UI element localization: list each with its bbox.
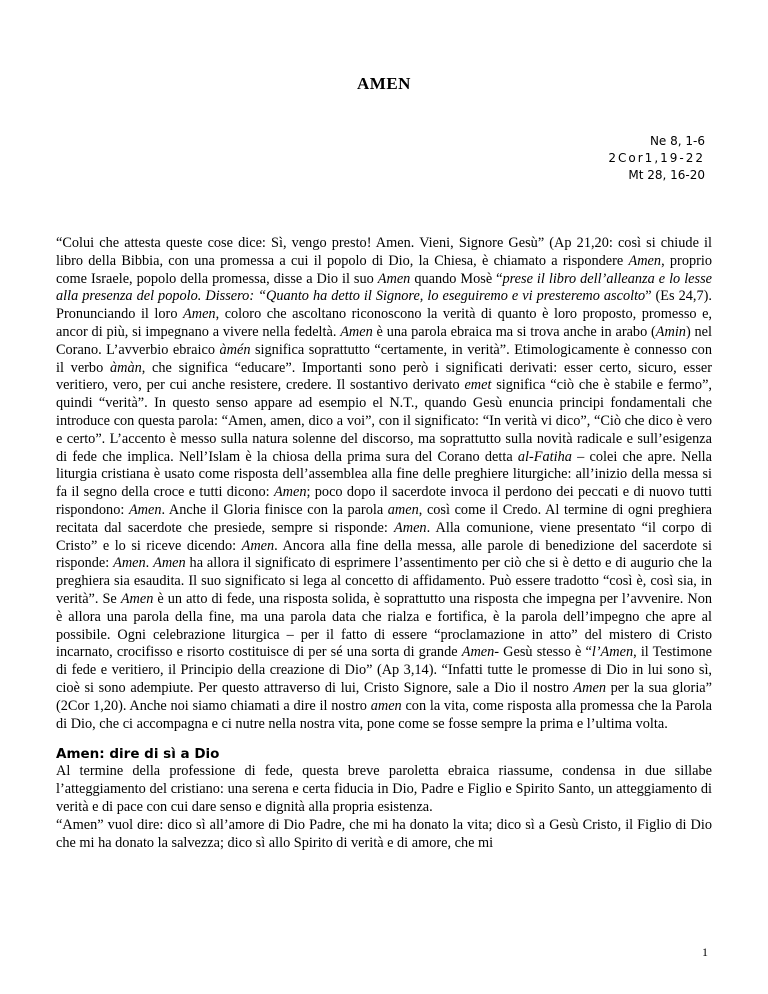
italic-run: Amen (273, 484, 307, 501)
text-run: ” (Es 24,7). Pronunciando il loro (56, 288, 712, 323)
document-body (56, 235, 712, 852)
text-run: ) nel Corano. L’avverbio ebraico (56, 323, 712, 358)
text-run: “Colui che attesta queste cose dice: Sì, vengo presto! Amen. Vieni, Signore Gesù” (Ap 21,20: così si chiude il libro della Bibbia, con una promessa a cui il popolo di Dio, la Chiesa, è chiamato a rispondere (56, 235, 712, 269)
body-paragraph-1 (56, 235, 712, 733)
italic-run: Amen (573, 679, 606, 696)
text-run: – colei che apre. Nella liturgia cristiana è usato come risposta dell’assemblea alla fine delle preghiere liturgiche: all’inizio della messa si fa il segno della croce e tutti dicono: (56, 448, 712, 501)
text-run: è una parola ebraica ma si trova anche in arabo ( (372, 323, 656, 340)
italic-run: Amen (183, 306, 216, 323)
italic-run: àmàn (109, 359, 142, 376)
text-run: , proprio come Israele, popolo della promessa, disse a Dio il suo (56, 252, 712, 287)
italic-run: l’Amen (591, 644, 634, 661)
body-paragraph-2: Al termine della professione di fede, questa breve paroletta ebraica riassume, condensa in due sillabe l’atteggiamento del cristiano: una serena e certa fiducia in Dio, Padre e Figlio e Spirito Santo, un atteggiamento di verità e di pace con cui dare senso e dignità alla propria esistenza. (56, 763, 712, 815)
italic-run: prese il libro dell’alleanza e lo lesse alla presenza del popolo. Dissero: “Quanto ha detto il Signore, lo eseguiremo e vi presteremo ascolto (56, 270, 712, 305)
italic-run: àmén (219, 341, 251, 358)
text-run: per la sua gloria” (2Cor 1,20). Anche noi siamo chiamati a dire il nostro (56, 679, 712, 714)
italic-run: emet (464, 377, 492, 394)
reference-line: Mt 28, 16-20 (628, 168, 705, 182)
section-heading: Amen: dire di sì a Dio (56, 746, 220, 763)
text-run: è un atto di fede, una risposta solida, è soprattutto una risposta che impegna per l’avvenire. Non è allora una parola della fine, ma una parola data che rialza e fortifica, è la parola dell’impegno che apre al possibile. Ogni celebrazione liturgica – per il fatto di essere “proclamazione in atto” del mistero di Cristo incarnato, crocifisso e risorto costituisce di per sé una sorta di grande (56, 590, 712, 661)
text-run: ; poco dopo il sacerdote invoca il perdono dei peccati e di nuovo tutti rispondono: (56, 484, 712, 518)
italic-run: amen (387, 501, 419, 518)
scripture-references (608, 133, 705, 184)
body-paragraph-3: “Amen” vuol dire: dico sì all’amore di Dio Padre, che mi ha donato la vita; dico sì a Gesù Cristo, il Figlio di Dio che mi ha donato la salvezza; dico sì allo Spirito di verità e di amore, che mi (56, 816, 712, 851)
italic-run: Amen (628, 252, 662, 269)
text-run: significa soprattutto “certamente, in verità”. Etimologicamente è connesso con il verbo (56, 341, 712, 376)
italic-run: amen (370, 697, 402, 714)
italic-run: Amen (394, 519, 427, 536)
text-run: quando Mosè “ (410, 270, 503, 287)
text-run: significa “ciò che è stabile e fermo”, quindi “verità”. In questo senso appare ad esempio el N.T., quando Gesù enuncia principi fondamentali che introduce con questa parola: “Amen, amen, dico a voi”, con il significato: “In verità vi dico”, “Ciò che dico è vero e certo”. L’accento è messo sulla natura solenne del discorso, ma soprattutto sulla novità radicale e sull’esigenza di fede che implica. Nell’Islam è la chiosa della prima sura del Corano detta (56, 377, 712, 465)
italic-run: Amin (655, 323, 686, 340)
reference-line: 2Cor1,19-22 (608, 151, 705, 165)
text-run: , che significa “educare”. Importanti sono però i significati derivati: esser certo, sicuro, esser veritiero, vero, per cui anche resistere, credere. Il sostantivo derivato (56, 359, 712, 394)
reference-line: Ne 8, 1-6 (649, 134, 705, 148)
text-run: , così come il Credo. Al termine di ogni preghiera recitata dal sacerdote che presiede, sempre si risponde: (56, 501, 712, 536)
italic-run: Amen (241, 537, 275, 554)
italic-run: Amen (377, 270, 411, 287)
text-run: con la vita, come risposta alla promessa che la Parola di Dio, che ci accompagna e ci nutre nella nostra vita, pone come se fosse sempre la prima e l’ultima volta. (56, 697, 712, 732)
text-run: - Gesù stesso è “ (494, 644, 592, 661)
page-number: 1 (702, 945, 708, 959)
italic-run: Amen (153, 555, 186, 572)
italic-run: Amen (461, 644, 495, 661)
text-run: ha allora il significato di esprimere l’assentimento per ciò che si è detto e di augurio che la preghiera sia esaudita. Il suo significato si lega al concetto di affidamento. Può essere tradotto “così è, così sia, in verità”. Se (56, 555, 712, 607)
text-run: . Anche il Gloria finisce con la parola (161, 501, 388, 518)
italic-run: al-Fatiha (517, 448, 572, 465)
italic-run: Amen (128, 501, 162, 518)
italic-run: Amen (113, 555, 146, 572)
document-title: AMEN (357, 74, 411, 93)
text-run: . (145, 555, 154, 572)
text-run: , il Testimone di fede e veritiero, il Principio della creazione di Dio” (Ap 3,14). “Infatti tutte le promesse di Dio in lui sono sì, cioè si sono adempiute. Per questo attraverso di lui, Cristo Signore, sale a Dio il nostro (56, 644, 712, 696)
text-run: . Ancora alla fine della messa, alle parole di benedizione del sacerdote si risponde: (56, 537, 712, 572)
italic-run: Amen (340, 323, 373, 340)
text-run: , coloro che ascoltano riconoscono la verità di quanto è loro proposto, promesso e, ancor di più, si impegnano a vivere nella fedeltà. (56, 306, 712, 340)
text-run: . Alla comunione, viene presentato “il corpo di Cristo” e lo si riceve dicendo: (56, 519, 713, 554)
italic-run: Amen (120, 590, 154, 607)
